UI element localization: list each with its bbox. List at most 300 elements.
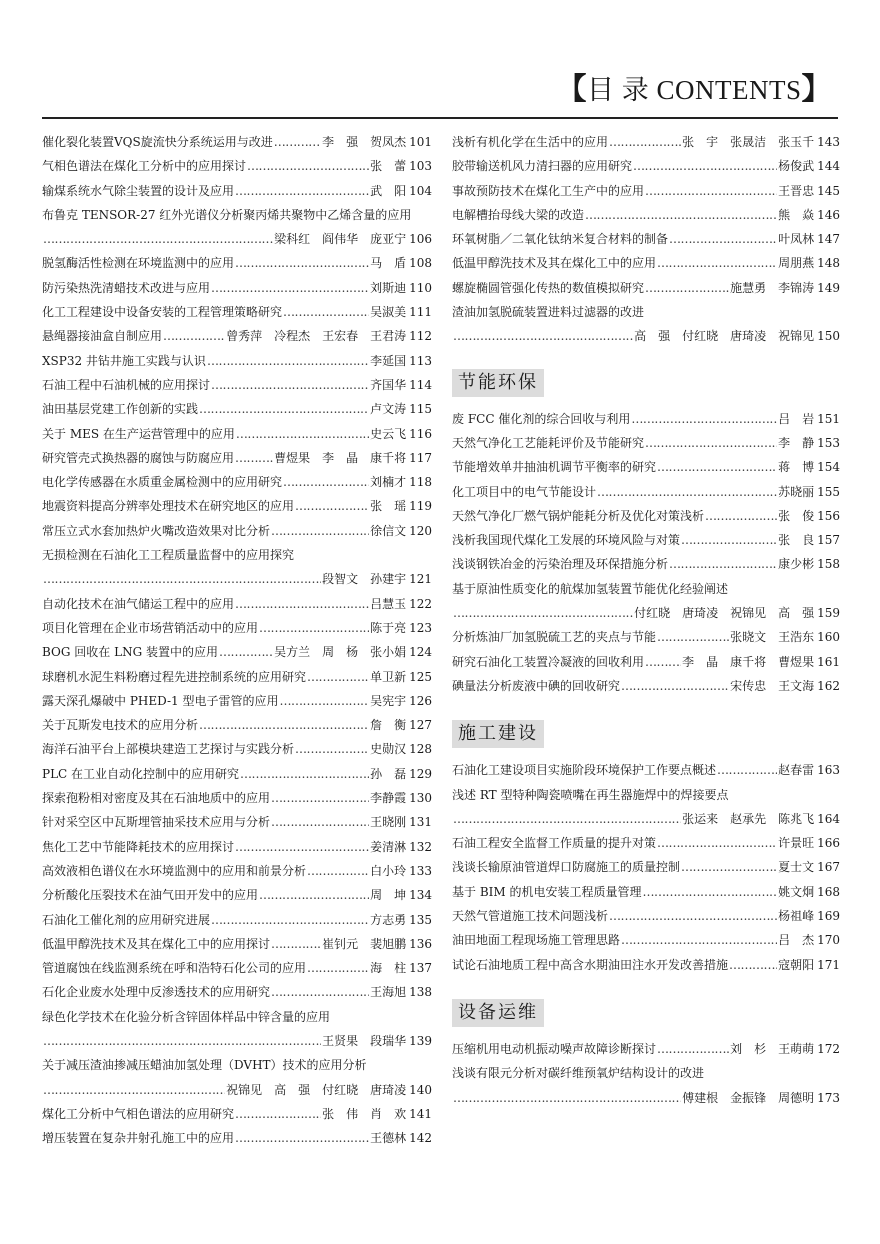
toc-entry-authors: 刘 杉 王萌萌 bbox=[730, 1041, 815, 1056]
toc-entry[interactable] bbox=[452, 179, 840, 203]
toc-entry-title: BOG 回收在 LNG 装置中的应用 bbox=[42, 645, 218, 660]
toc-entry-title: PLC 在工业自动化控制中的应用研究 bbox=[42, 766, 240, 781]
toc-entry[interactable] bbox=[42, 373, 432, 397]
toc-entry-authors: 高 强 付红晓 唐琦凌 祝锦见 bbox=[634, 329, 815, 344]
leader-dots bbox=[669, 227, 777, 251]
toc-entry-page: 116 bbox=[409, 426, 432, 441]
leader-dots bbox=[597, 480, 777, 504]
toc-entry-title: 常压立式水套加热炉火嘴改造效果对比分析 bbox=[42, 523, 271, 538]
toc-entry[interactable] bbox=[42, 1126, 432, 1150]
toc-entry-title: 浅析我国现代煤化工发展的环境风险与对策 bbox=[452, 533, 681, 548]
leader-dots bbox=[645, 179, 777, 203]
toc-entry-authors: 齐国华 bbox=[370, 377, 407, 392]
toc-entry-page: 118 bbox=[409, 475, 432, 490]
toc-entry-authors: 史云飞 bbox=[370, 426, 407, 441]
toc-entry-line bbox=[452, 130, 840, 154]
toc-entry-title: XSP32 井钻井施工实践与认识 bbox=[42, 353, 206, 368]
toc-entry-authors: 曹煜果 李 晶 康千将 bbox=[274, 450, 407, 465]
leader-dots bbox=[240, 762, 369, 786]
header-divider bbox=[42, 117, 838, 119]
toc-entry-title: 分析炼油厂加氢脱硫工艺的夹点与节能 bbox=[452, 630, 657, 645]
toc-entry-page: 134 bbox=[409, 888, 432, 903]
toc-list-energy bbox=[452, 407, 840, 699]
toc-entry-title: 研究石油化工装置冷凝液的回收利用 bbox=[452, 654, 645, 669]
leader-dots bbox=[199, 713, 369, 737]
toc-entry-title: 关于瓦斯发电技术的应用分析 bbox=[42, 718, 199, 733]
section-title-energy: 节能环保 bbox=[452, 369, 544, 397]
toc-entry-title: 环氧树脂／二氧化钛纳米复合材料的制备 bbox=[452, 232, 669, 247]
toc-entry[interactable] bbox=[42, 640, 432, 664]
leader-dots bbox=[235, 592, 369, 616]
toc-entry-line bbox=[452, 601, 840, 625]
leader-dots bbox=[642, 880, 777, 904]
leader-dots bbox=[645, 650, 681, 674]
toc-entry[interactable] bbox=[42, 810, 432, 834]
toc-entry-line bbox=[42, 130, 432, 154]
toc-entry-line bbox=[42, 713, 432, 737]
toc-entry-line bbox=[42, 1078, 432, 1102]
toc-entry-page: 155 bbox=[817, 484, 840, 499]
toc-entry[interactable] bbox=[452, 480, 840, 504]
toc-entry-authors: 夏士文 bbox=[778, 860, 815, 875]
toc-entry[interactable] bbox=[42, 932, 432, 956]
toc-entry-line bbox=[42, 373, 432, 397]
leader-dots bbox=[609, 904, 777, 928]
toc-entry-title: 关于 MES 在生产运营管理中的应用 bbox=[42, 426, 235, 441]
toc-entry[interactable] bbox=[42, 446, 432, 470]
toc-entry-line bbox=[42, 786, 432, 810]
toc-entry-page: 117 bbox=[409, 450, 432, 465]
toc-entry-page: 106 bbox=[409, 232, 432, 247]
toc-entry-title: 布鲁克 TENSOR-27 红外光谱仪分析聚丙烯共聚物中乙烯含量的应用 bbox=[42, 207, 412, 222]
leader-dots bbox=[271, 519, 369, 543]
leader-dots bbox=[235, 1126, 369, 1150]
toc-entry-authors: 张晓文 王浩东 bbox=[730, 630, 815, 645]
toc-entry-line bbox=[452, 480, 840, 504]
toc-entry-page: 167 bbox=[817, 860, 840, 875]
toc-entry-title: 绿色化学技术在化验分析含锌固体样品中锌含量的应用 bbox=[42, 1009, 331, 1024]
toc-entry[interactable] bbox=[452, 783, 840, 832]
contents-title: 目 录 CONTENTS bbox=[587, 75, 802, 105]
toc-entry[interactable] bbox=[452, 928, 840, 952]
toc-entry-page: 125 bbox=[409, 669, 432, 684]
toc-entry-page: 145 bbox=[817, 183, 840, 198]
toc-entry-line bbox=[452, 758, 840, 782]
toc-list-left bbox=[42, 130, 432, 1150]
toc-entry-authors: 王贤果 段瑞华 bbox=[322, 1033, 407, 1048]
toc-entry-line bbox=[42, 470, 432, 494]
toc-entry[interactable] bbox=[452, 552, 840, 576]
toc-entry[interactable] bbox=[42, 179, 432, 203]
toc-entry-title: 节能增效单井抽油机调节平衡率的研究 bbox=[452, 460, 657, 475]
toc-entry-authors: 刘斯迪 bbox=[370, 280, 407, 295]
toc-entry-title: 分析酸化压裂技术在油气田开发中的应用 bbox=[42, 888, 259, 903]
leader-dots bbox=[271, 786, 369, 810]
leader-dots bbox=[631, 407, 777, 431]
toc-entry-line bbox=[452, 625, 840, 649]
toc-entry[interactable] bbox=[42, 1005, 432, 1054]
toc-entry-line bbox=[42, 835, 432, 859]
toc-entry-title: 项目化管理在企业市场营销活动中的应用 bbox=[42, 620, 259, 635]
toc-entry-page: 138 bbox=[409, 985, 432, 1000]
toc-entry-title: 浅谈钢铁冶金的污染治理及环保措施分析 bbox=[452, 557, 669, 572]
toc-entry[interactable] bbox=[452, 953, 840, 977]
toc-entry-page: 158 bbox=[817, 557, 840, 572]
toc-entry[interactable] bbox=[42, 762, 432, 786]
leader-dots bbox=[43, 1078, 225, 1102]
toc-entry-page: 113 bbox=[409, 353, 432, 368]
toc-entry-line bbox=[452, 904, 840, 928]
toc-entry-title: 露天深孔爆破中 PHED-1 型电子雷管的应用 bbox=[42, 693, 279, 708]
toc-entry-page: 135 bbox=[409, 912, 432, 927]
toc-entry[interactable] bbox=[42, 519, 432, 543]
toc-entry-line bbox=[452, 1037, 840, 1061]
toc-entry-page: 156 bbox=[817, 508, 840, 523]
toc-entry[interactable] bbox=[452, 577, 840, 626]
toc-entry[interactable] bbox=[452, 674, 840, 698]
toc-entry-page: 115 bbox=[409, 402, 432, 417]
toc-entry-title: 海洋石油平台上部模块建造工艺探讨与实践分析 bbox=[42, 742, 295, 757]
toc-entry-authors: 王晓刚 bbox=[370, 815, 407, 830]
toc-entry-title: 油田基层党建工作创新的实践 bbox=[42, 402, 199, 417]
toc-entry[interactable] bbox=[452, 504, 840, 528]
leader-dots bbox=[235, 179, 369, 203]
toc-entry-page: 160 bbox=[817, 630, 840, 645]
toc-entry-line bbox=[42, 300, 432, 324]
toc-entry-authors: 李 晶 康千将 曹煜果 bbox=[682, 654, 815, 669]
toc-entry-authors: 李静霞 bbox=[370, 791, 407, 806]
toc-entry[interactable] bbox=[452, 880, 840, 904]
toc-entry[interactable] bbox=[42, 786, 432, 810]
leader-dots bbox=[669, 552, 777, 576]
toc-entry-authors: 梁科红 阎伟华 庞亚宁 bbox=[274, 232, 407, 247]
toc-entry-authors: 张 蕾 bbox=[370, 159, 407, 174]
toc-entry-title: 地震资料提高分辨率处理技术在研究地区的应用 bbox=[42, 499, 295, 514]
section-header-energy bbox=[452, 369, 840, 397]
leader-dots bbox=[199, 397, 369, 421]
leader-dots bbox=[247, 154, 369, 178]
toc-entry-authors: 杨祖峰 bbox=[778, 909, 815, 924]
toc-entry-line bbox=[42, 276, 432, 300]
toc-entry-page: 137 bbox=[409, 961, 432, 976]
toc-entry[interactable] bbox=[452, 431, 840, 455]
leader-dots bbox=[283, 300, 369, 324]
leader-dots bbox=[235, 835, 369, 859]
toc-entry-title: 低温甲醇洗技术及其在煤化工中的应用 bbox=[452, 256, 657, 271]
toc-entry-title: 关于减压渣油掺减压蜡油加氢处理（DVHT）技术的应用分析 bbox=[42, 1058, 367, 1073]
toc-entry[interactable] bbox=[452, 251, 840, 275]
toc-entry-title: 天然气净化工艺能耗评价及节能研究 bbox=[452, 435, 645, 450]
toc-entry-page: 143 bbox=[817, 135, 840, 149]
toc-entry[interactable] bbox=[452, 455, 840, 479]
toc-entry-line bbox=[42, 1029, 432, 1053]
toc-entry-page: 112 bbox=[409, 329, 432, 344]
toc-entry-line bbox=[452, 179, 840, 203]
toc-entry-authors: 吴方兰 周 杨 张小娟 bbox=[274, 645, 407, 660]
toc-entry-line bbox=[452, 880, 840, 904]
toc-list-maintenance bbox=[452, 1037, 840, 1110]
toc-entry-line bbox=[42, 349, 432, 373]
toc-entry-line bbox=[42, 324, 432, 348]
toc-entry-line bbox=[42, 689, 432, 713]
toc-entry-title: 管道腐蚀在线监测系统在呼和浩特石化公司的应用 bbox=[42, 961, 307, 976]
leader-dots bbox=[453, 324, 633, 348]
toc-entry-page: 148 bbox=[817, 256, 840, 271]
leader-dots bbox=[235, 446, 273, 470]
toc-entry-title: 胶带输送机风力清扫器的应用研究 bbox=[452, 159, 633, 174]
toc-entry[interactable] bbox=[452, 130, 840, 154]
toc-entry[interactable] bbox=[42, 665, 432, 689]
toc-entry-title: 化工项目中的电气节能设计 bbox=[452, 484, 597, 499]
toc-entry-title: 浅谈有限元分析对碳纤维预氧炉结构设计的改进 bbox=[452, 1066, 705, 1081]
toc-entry-page: 126 bbox=[409, 693, 432, 708]
toc-entry-page: 142 bbox=[409, 1131, 432, 1146]
toc-entry-page: 119 bbox=[409, 499, 432, 514]
toc-entry-authors: 段智文 孙建宇 bbox=[322, 572, 407, 587]
toc-entry-line bbox=[42, 640, 432, 664]
leader-dots bbox=[681, 855, 777, 879]
toc-entry[interactable] bbox=[42, 713, 432, 737]
toc-entry[interactable] bbox=[42, 251, 432, 275]
toc-entry-line bbox=[452, 324, 840, 348]
toc-entry-title: 压缩机用电动机振动噪声故障诊断探讨 bbox=[452, 1041, 657, 1056]
toc-entry-authors: 张 宇 张晟洁 张玉千 bbox=[682, 135, 815, 149]
toc-entry-authors: 李 强 贺凤杰 bbox=[322, 135, 407, 149]
toc-entry-line bbox=[452, 276, 840, 300]
toc-entry-line bbox=[42, 397, 432, 421]
toc-entry[interactable] bbox=[42, 324, 432, 348]
toc-entry[interactable] bbox=[42, 349, 432, 373]
toc-entry[interactable] bbox=[42, 859, 432, 883]
toc-entry-title: 天然气净化厂燃气锅炉能耗分析及优化对策浅析 bbox=[452, 508, 705, 523]
toc-entry-authors: 叶凤林 bbox=[778, 232, 815, 247]
leader-dots bbox=[645, 431, 777, 455]
toc-entry[interactable] bbox=[42, 422, 432, 446]
toc-entry[interactable] bbox=[452, 650, 840, 674]
section-title-construction: 施工建设 bbox=[452, 720, 544, 748]
toc-entry-line bbox=[42, 1102, 432, 1126]
leader-dots bbox=[307, 859, 369, 883]
toc-entry[interactable] bbox=[452, 625, 840, 649]
toc-entry[interactable] bbox=[42, 883, 432, 907]
toc-entry-page: 101 bbox=[409, 135, 432, 149]
toc-entry[interactable] bbox=[42, 130, 432, 154]
toc-entry-page: 128 bbox=[409, 742, 432, 757]
toc-entry-page: 124 bbox=[409, 645, 432, 660]
toc-entry-title: 化工工程建设中设备安装的工程管理策略研究 bbox=[42, 305, 283, 320]
toc-entry[interactable] bbox=[42, 689, 432, 713]
leader-dots bbox=[681, 528, 777, 552]
toc-entry-authors: 杨俊武 bbox=[778, 159, 815, 174]
toc-entry-authors: 周 坤 bbox=[370, 888, 407, 903]
toc-entry-authors: 吕 岩 bbox=[778, 411, 815, 426]
toc-entry-line bbox=[42, 762, 432, 786]
leader-dots bbox=[259, 883, 369, 907]
toc-entry-title: 石油化工催化剂的应用研究进展 bbox=[42, 912, 211, 927]
toc-entry-line bbox=[452, 528, 840, 552]
toc-entry-line bbox=[42, 665, 432, 689]
leader-dots bbox=[585, 203, 777, 227]
toc-entry-title: 螺旋椭圆管强化传热的数值模拟研究 bbox=[452, 280, 645, 295]
leader-dots bbox=[235, 251, 369, 275]
toc-entry-title: 无损检测在石油化工工程质量监督中的应用探究 bbox=[42, 548, 295, 563]
toc-entry-line bbox=[452, 674, 840, 698]
toc-entry-title: 浅述 RT 型特种陶瓷喷嘴在再生器施焊中的焊接要点 bbox=[452, 787, 729, 802]
toc-entry-page: 159 bbox=[817, 606, 840, 621]
leader-dots bbox=[295, 494, 369, 518]
toc-entry-page: 127 bbox=[409, 718, 432, 733]
leader-dots bbox=[453, 807, 681, 831]
toc-entry-title: 低温甲醇洗技术及其在煤化工中的应用探讨 bbox=[42, 936, 271, 951]
leader-dots bbox=[453, 601, 633, 625]
toc-entry-title: 天然气管道施工技术问题浅析 bbox=[452, 909, 609, 924]
toc-entry[interactable] bbox=[452, 203, 840, 227]
toc-entry-authors: 孙 磊 bbox=[370, 766, 407, 781]
toc-entry[interactable] bbox=[42, 616, 432, 640]
toc-entry[interactable] bbox=[42, 300, 432, 324]
toc-entry-page: 139 bbox=[409, 1033, 432, 1048]
toc-entry[interactable] bbox=[42, 154, 432, 178]
toc-entry-page: 154 bbox=[817, 460, 840, 475]
toc-entry-title: 石油工程中石油机械的应用探讨 bbox=[42, 377, 211, 392]
toc-entry-authors: 付红晓 唐琦凌 祝锦见 高 强 bbox=[634, 606, 815, 621]
toc-entry-authors: 李延国 bbox=[370, 353, 407, 368]
toc-entry-page: 151 bbox=[817, 411, 840, 426]
toc-entry-line bbox=[42, 956, 432, 980]
toc-entry-page: 162 bbox=[817, 678, 840, 693]
toc-entry-authors: 傅建根 金振锋 周德明 bbox=[682, 1090, 815, 1105]
toc-entry-title: 事故预防技术在煤化工生产中的应用 bbox=[452, 183, 645, 198]
toc-entry-title: 石油化工建设项目实施阶段环境保护工作要点概述 bbox=[452, 763, 717, 778]
toc-entry[interactable] bbox=[42, 494, 432, 518]
toc-entry[interactable] bbox=[452, 1037, 840, 1061]
toc-entry[interactable] bbox=[42, 203, 432, 252]
toc-entry-page: 166 bbox=[817, 836, 840, 851]
toc-entry-page: 123 bbox=[409, 620, 432, 635]
toc-entry[interactable] bbox=[452, 904, 840, 928]
toc-entry-line bbox=[452, 154, 840, 178]
toc-entry-page: 170 bbox=[817, 933, 840, 948]
toc-entry-authors: 单卫新 bbox=[370, 669, 407, 684]
toc-entry[interactable] bbox=[452, 407, 840, 431]
section-title-maintenance: 设备运维 bbox=[452, 999, 544, 1027]
leader-dots bbox=[236, 422, 369, 446]
toc-entry[interactable] bbox=[42, 956, 432, 980]
open-bracket: 【 bbox=[556, 73, 587, 106]
toc-entry-title: 增压装置在复杂井射孔施工中的应用 bbox=[42, 1131, 235, 1146]
toc-entry-authors: 宋传忠 王文海 bbox=[730, 678, 815, 693]
toc-entry-line bbox=[42, 616, 432, 640]
toc-entry-line bbox=[42, 737, 432, 761]
toc-entry-line bbox=[42, 932, 432, 956]
toc-entry-page: 149 bbox=[817, 280, 840, 295]
toc-entry-line bbox=[42, 519, 432, 543]
toc-entry[interactable] bbox=[42, 835, 432, 859]
toc-entry[interactable] bbox=[42, 276, 432, 300]
toc-entry-page: 104 bbox=[409, 183, 432, 198]
toc-entry-authors: 马 盾 bbox=[370, 256, 407, 271]
leader-dots bbox=[307, 665, 369, 689]
toc-entry-title: 催化裂化装置VQS旋流快分系统运用与改进 bbox=[42, 135, 273, 149]
toc-entry[interactable] bbox=[452, 227, 840, 251]
toc-entry-page: 108 bbox=[409, 256, 432, 271]
toc-entry[interactable] bbox=[452, 1061, 840, 1110]
toc-entry-line bbox=[42, 154, 432, 178]
toc-entry-line bbox=[452, 953, 840, 977]
toc-entry-page: 169 bbox=[817, 909, 840, 924]
toc-entry-title: 脱氢酶活性检测在环境监测中的应用 bbox=[42, 256, 235, 271]
toc-entry[interactable] bbox=[42, 908, 432, 932]
toc-entry-authors: 徐信文 bbox=[370, 523, 407, 538]
toc-entry-authors: 张 瑶 bbox=[370, 499, 407, 514]
toc-entry[interactable] bbox=[42, 592, 432, 616]
toc-entry[interactable] bbox=[452, 831, 840, 855]
toc-entry-line bbox=[452, 203, 840, 227]
toc-entry[interactable] bbox=[452, 154, 840, 178]
toc-entry-authors: 吕 杰 bbox=[778, 933, 815, 948]
close-bracket: 】 bbox=[801, 73, 832, 106]
toc-entry[interactable] bbox=[452, 300, 840, 349]
toc-list-right-top bbox=[452, 130, 840, 349]
toc-entry-line bbox=[452, 1086, 840, 1110]
toc-entry-title: 基于 BIM 的机电安装工程质量管理 bbox=[452, 884, 642, 899]
toc-entry[interactable] bbox=[452, 855, 840, 879]
toc-entry-title: 球磨机水泥生料粉磨过程先进控制系统的应用研究 bbox=[42, 669, 307, 684]
toc-entry-authors: 祝锦见 高 强 付红晓 唐琦凌 bbox=[226, 1082, 407, 1097]
toc-entry-line bbox=[452, 807, 840, 831]
toc-entry-title: 气相色谱法在煤化工分析中的应用探讨 bbox=[42, 159, 247, 174]
toc-entry-line bbox=[452, 650, 840, 674]
toc-entry[interactable] bbox=[42, 470, 432, 494]
leader-dots bbox=[453, 1086, 681, 1110]
toc-entry-authors: 白小玲 bbox=[370, 863, 407, 878]
leader-dots bbox=[274, 130, 321, 154]
toc-entry-line bbox=[452, 455, 840, 479]
toc-entry-authors: 崔钊元 裴旭鹏 bbox=[322, 936, 407, 951]
toc-entry-page: 110 bbox=[409, 280, 432, 295]
toc-entry[interactable] bbox=[42, 397, 432, 421]
toc-entry-title: 石化企业废水处理中反渗透技术的应用研究 bbox=[42, 985, 271, 1000]
leader-dots bbox=[609, 130, 681, 154]
toc-entry[interactable] bbox=[42, 737, 432, 761]
toc-entry-line bbox=[42, 908, 432, 932]
toc-entry-authors: 熊 焱 bbox=[778, 207, 815, 222]
toc-entry-title: 油田地面工程现场施工管理思路 bbox=[452, 933, 621, 948]
toc-entry-line bbox=[42, 883, 432, 907]
toc-entry[interactable] bbox=[42, 980, 432, 1004]
toc-entry-authors: 张 俊 bbox=[778, 508, 815, 523]
toc-entry[interactable] bbox=[452, 528, 840, 552]
toc-entry-page: 136 bbox=[409, 936, 432, 951]
leader-dots bbox=[219, 640, 273, 664]
toc-entry-page: 146 bbox=[817, 207, 840, 222]
toc-entry-page: 141 bbox=[409, 1106, 432, 1121]
toc-entry-page: 144 bbox=[817, 159, 840, 174]
leader-dots bbox=[211, 373, 369, 397]
leader-dots bbox=[633, 154, 777, 178]
toc-entry-title: 碘量法分析废液中碘的回收研究 bbox=[452, 678, 621, 693]
leader-dots bbox=[307, 956, 369, 980]
toc-entry[interactable] bbox=[42, 1102, 432, 1126]
leader-dots bbox=[657, 831, 777, 855]
toc-entry[interactable] bbox=[452, 276, 840, 300]
toc-entry[interactable] bbox=[42, 1053, 432, 1102]
toc-entry[interactable] bbox=[42, 543, 432, 592]
toc-entry-title: 浅析有机化学在生活中的应用 bbox=[452, 135, 609, 149]
toc-entry[interactable] bbox=[452, 758, 840, 782]
toc-entry-authors: 曾秀萍 冷程杰 王宏春 王君涛 bbox=[226, 329, 407, 344]
leader-dots bbox=[271, 980, 369, 1004]
